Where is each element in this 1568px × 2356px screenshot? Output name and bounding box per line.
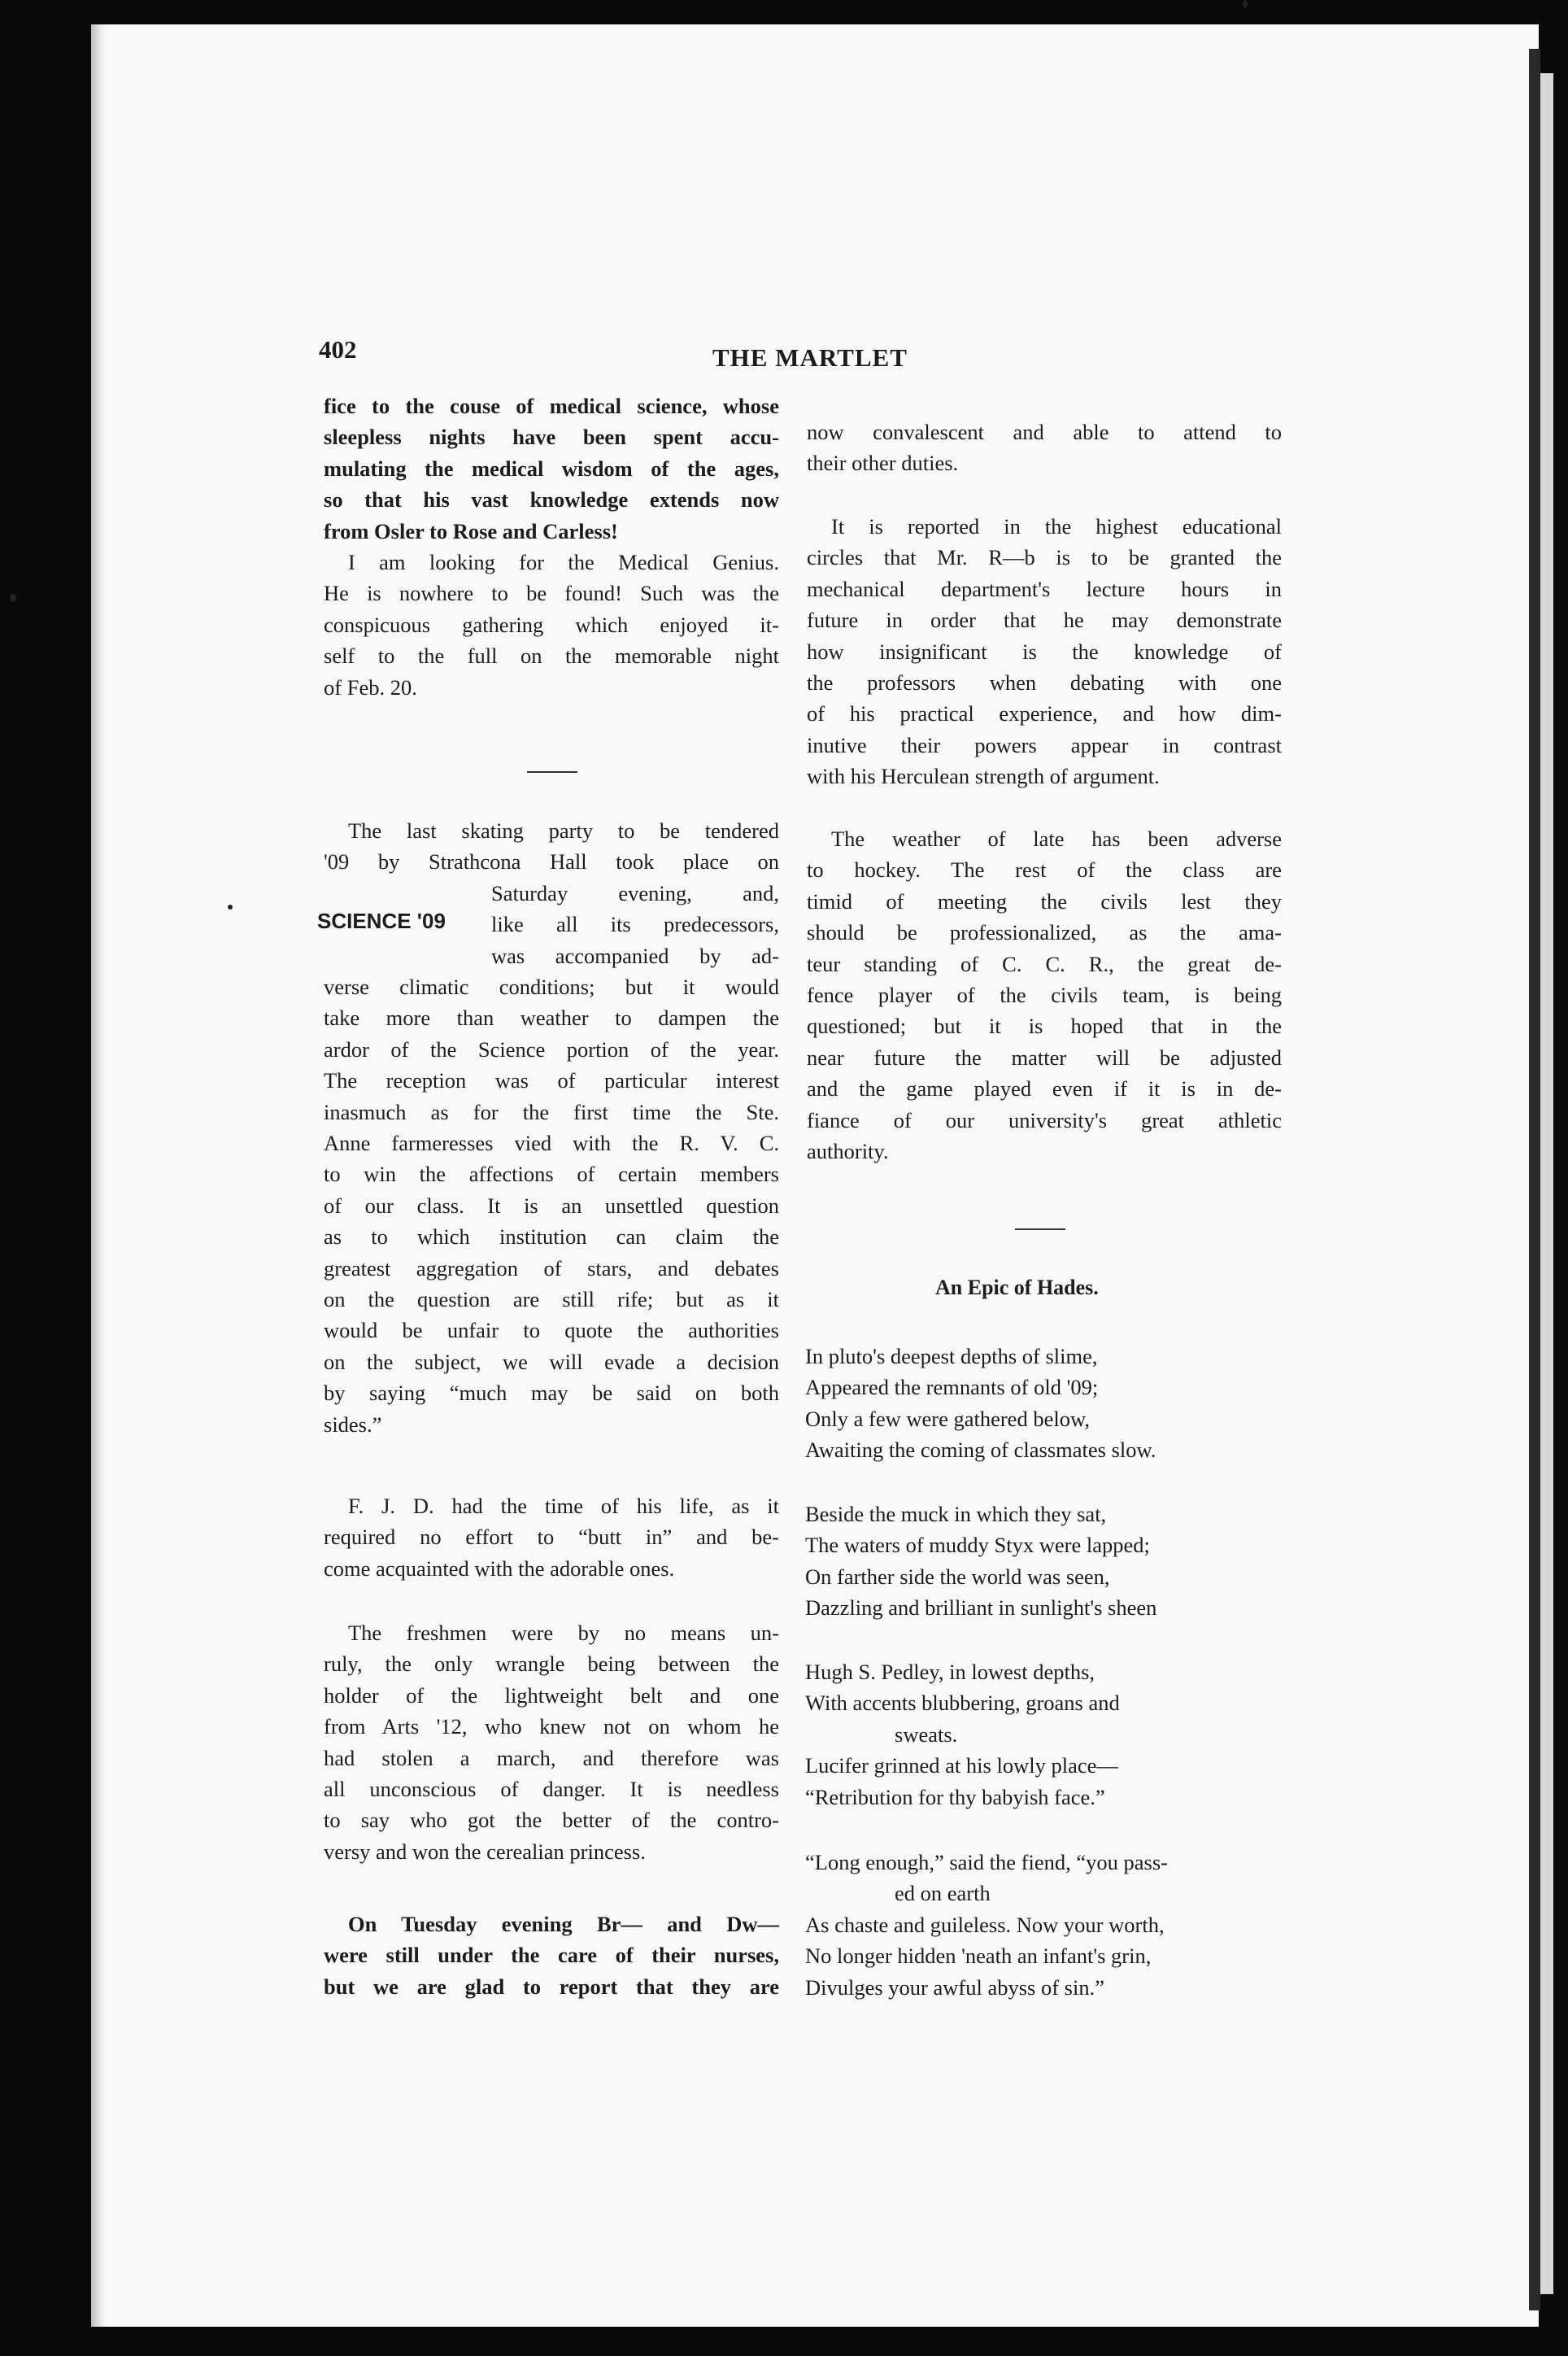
text-line: inutive their powers appear in contrast	[807, 732, 1282, 757]
poem-line: sweats.	[895, 1721, 958, 1747]
poem-line: In pluto's deepest depths of slime,	[805, 1344, 1098, 1368]
scan-speck	[1243, 0, 1248, 8]
text-line: circles that Mr. R—b is to be granted the	[807, 545, 1282, 570]
text-line: of Feb. 20.	[324, 674, 417, 700]
text-line: ruly, the only wrangle being between the	[324, 1651, 779, 1677]
poem-line: Lucifer grinned at his lowly place—	[805, 1753, 1118, 1778]
left-para-3-rest	[324, 971, 779, 1440]
right-para-2	[807, 511, 1282, 792]
text-line: authority.	[807, 1139, 889, 1164]
text-line: on the question are still rife; but as it	[324, 1287, 779, 1312]
text-line: their other duties.	[807, 451, 959, 476]
text-line: questioned; but it is hoped that in the	[807, 1014, 1282, 1039]
text-line: versy and won the cerealian princess.	[324, 1839, 646, 1864]
left-para-3-indented	[491, 878, 779, 971]
poem-line: Appeared the remnants of old '09;	[805, 1375, 1099, 1400]
text-line: from Arts '12, who knew not on whom he	[324, 1714, 779, 1739]
text-line: come acquainted with the adorable ones.	[324, 1555, 675, 1581]
text-line: inasmuch as for the first time the Ste.	[324, 1099, 779, 1124]
section-head-science-09: SCIENCE '09	[317, 909, 446, 933]
text-line: by saying “much may be said on both	[324, 1381, 779, 1406]
section-divider	[527, 771, 577, 773]
poem-line: No longer hidden 'neath an infant's grin,	[805, 1944, 1152, 1969]
text-line: all unconscious of danger. It is needless	[324, 1777, 779, 1802]
text-line: greatest aggregation of stars, and debates	[324, 1255, 779, 1281]
text-line: The freshmen were by no means un-	[348, 1621, 779, 1645]
poem-line: Hugh S. Pedley, in lowest depths,	[805, 1660, 1095, 1684]
page-left-shadow	[91, 24, 106, 2327]
text-line: like all its predecessors,	[491, 912, 779, 937]
text-line: mulating the medical wisdom of the ages,	[324, 456, 779, 481]
text-line: The weather of late has been adverse	[831, 827, 1282, 851]
text-line: fence player of the civils team, is being	[807, 983, 1282, 1008]
poem-line: Only a few were gathered below,	[805, 1406, 1090, 1431]
text-line: He is nowhere to be found! Such was the	[324, 581, 779, 606]
text-line: were still under the care of their nurses,	[324, 1943, 779, 1968]
text-line: of his practical experience, and how dim-	[807, 701, 1282, 726]
text-line: from Osler to Rose and Carless!	[324, 518, 618, 543]
left-para-4	[324, 1490, 779, 1584]
poem-line: ed on earth	[895, 1881, 991, 1906]
text-line: fice to the couse of medical science, whose	[324, 394, 779, 418]
poem-line: Divulges your awful abyss of sin.”	[805, 1974, 1104, 2000]
text-line: The last skating party to be tendered	[348, 818, 779, 843]
poem-line: Dazzling and brilliant in sunlight's sheen	[805, 1595, 1157, 1621]
text-line: to say who got the better of the contro-	[324, 1808, 779, 1833]
text-line: take more than weather to dampen the	[324, 1006, 779, 1031]
text-line: had stolen a march, and therefore was	[324, 1745, 779, 1770]
text-line: '09 by Strathcona Hall took place on	[324, 849, 779, 875]
text-line: F. J. D. had the time of his life, as it	[348, 1494, 779, 1518]
text-line: conspicuous gathering which enjoyed it-	[324, 612, 779, 637]
text-line: on the subject, we will evade a decision	[324, 1349, 779, 1374]
left-para-1	[324, 390, 779, 547]
poem-line: The waters of muddy Styx were lapped;	[805, 1533, 1150, 1558]
left-para-5	[324, 1617, 779, 1867]
section-divider	[1015, 1228, 1065, 1230]
poem-stanza-3	[805, 1656, 1293, 1813]
poem-line: On farther side the world was seen,	[805, 1564, 1110, 1589]
text-line: ardor of the Science portion of the year.	[324, 1036, 779, 1062]
text-line: to hockey. The rest of the class are	[807, 857, 1282, 883]
text-line: now convalescent and able to attend to	[807, 420, 1282, 444]
journal-title: THE MARTLET	[712, 343, 908, 372]
text-line: future in order that he may demonstrate	[807, 608, 1282, 633]
text-line: how insignificant is the knowledge of	[807, 639, 1282, 664]
text-line: fiance of our university's great athletic	[807, 1107, 1282, 1132]
text-line: as to which institution can claim the	[324, 1224, 779, 1250]
text-line: On Tuesday evening Br— and Dw—	[348, 1912, 779, 1936]
text-line: Anne farmeresses vied with the R. V. C.	[324, 1131, 779, 1156]
text-line: verse climatic conditions; but it would	[324, 975, 779, 999]
text-line: The reception was of particular interest	[324, 1068, 779, 1093]
next-page-edge	[1540, 73, 1553, 2294]
text-line: teur standing of C. C. R., the great de-	[807, 951, 1282, 976]
text-line: near future the matter will be adjusted	[807, 1045, 1282, 1070]
poem-line: As chaste and guileless. Now your worth,	[805, 1912, 1165, 1937]
poem-title: An Epic of Hades.	[935, 1276, 1099, 1299]
poem-line: With accents blubbering, groans and	[805, 1691, 1120, 1716]
poem-line: Beside the muck in which they sat,	[805, 1502, 1107, 1526]
text-line: but we are glad to report that they are	[324, 1974, 779, 1999]
poem-line: Awaiting the coming of classmates slow.	[805, 1438, 1156, 1463]
text-line: self to the full on the memorable night	[324, 644, 779, 669]
poem-line: “Retribution for thy babyish face.”	[805, 1784, 1105, 1809]
poem-stanza-4	[805, 1847, 1293, 2003]
page-right-gutter	[1529, 49, 1540, 2310]
text-line: required no effort to “butt in” and be-	[324, 1525, 779, 1550]
text-line: sleepless nights have been spent accu-	[324, 425, 779, 450]
text-line: so that his vast knowledge extends now	[324, 487, 779, 513]
text-line: timid of meeting the civils lest they	[807, 888, 1282, 914]
text-line: sides.”	[324, 1411, 382, 1437]
text-line: and the game played even if it is in de-	[807, 1076, 1282, 1102]
poem-line: “Long enough,” said the fiend, “you pass-	[805, 1850, 1168, 1874]
scan-speck	[228, 905, 233, 910]
left-para-3-top	[324, 815, 779, 878]
text-line: I am looking for the Medical Genius.	[348, 550, 779, 574]
text-line: with his Herculean strength of argument.	[807, 764, 1160, 789]
text-line: would be unfair to quote the authorities	[324, 1318, 779, 1343]
text-line: It is reported in the highest educational	[831, 514, 1282, 539]
poem-stanza-2	[805, 1499, 1293, 1624]
text-line: of our class. It is an unsettled question	[324, 1193, 779, 1218]
left-para-2	[324, 547, 779, 703]
right-para-1	[807, 417, 1282, 479]
text-line: Saturday evening, and,	[491, 881, 779, 905]
scan-speck	[10, 594, 16, 602]
poem-stanza-1	[805, 1341, 1293, 1466]
page-number: 402	[319, 335, 357, 364]
text-line: mechanical department's lecture hours in	[807, 576, 1282, 601]
text-line: should be professionalized, as the ama-	[807, 920, 1282, 945]
text-line: the professors when debating with one	[807, 670, 1282, 696]
text-line: was accompanied by ad-	[491, 943, 779, 968]
text-line: holder of the lightweight belt and one	[324, 1682, 779, 1708]
right-para-3	[807, 823, 1282, 1167]
left-para-6	[324, 1909, 779, 2002]
text-line: to win the affections of certain members	[324, 1162, 779, 1187]
